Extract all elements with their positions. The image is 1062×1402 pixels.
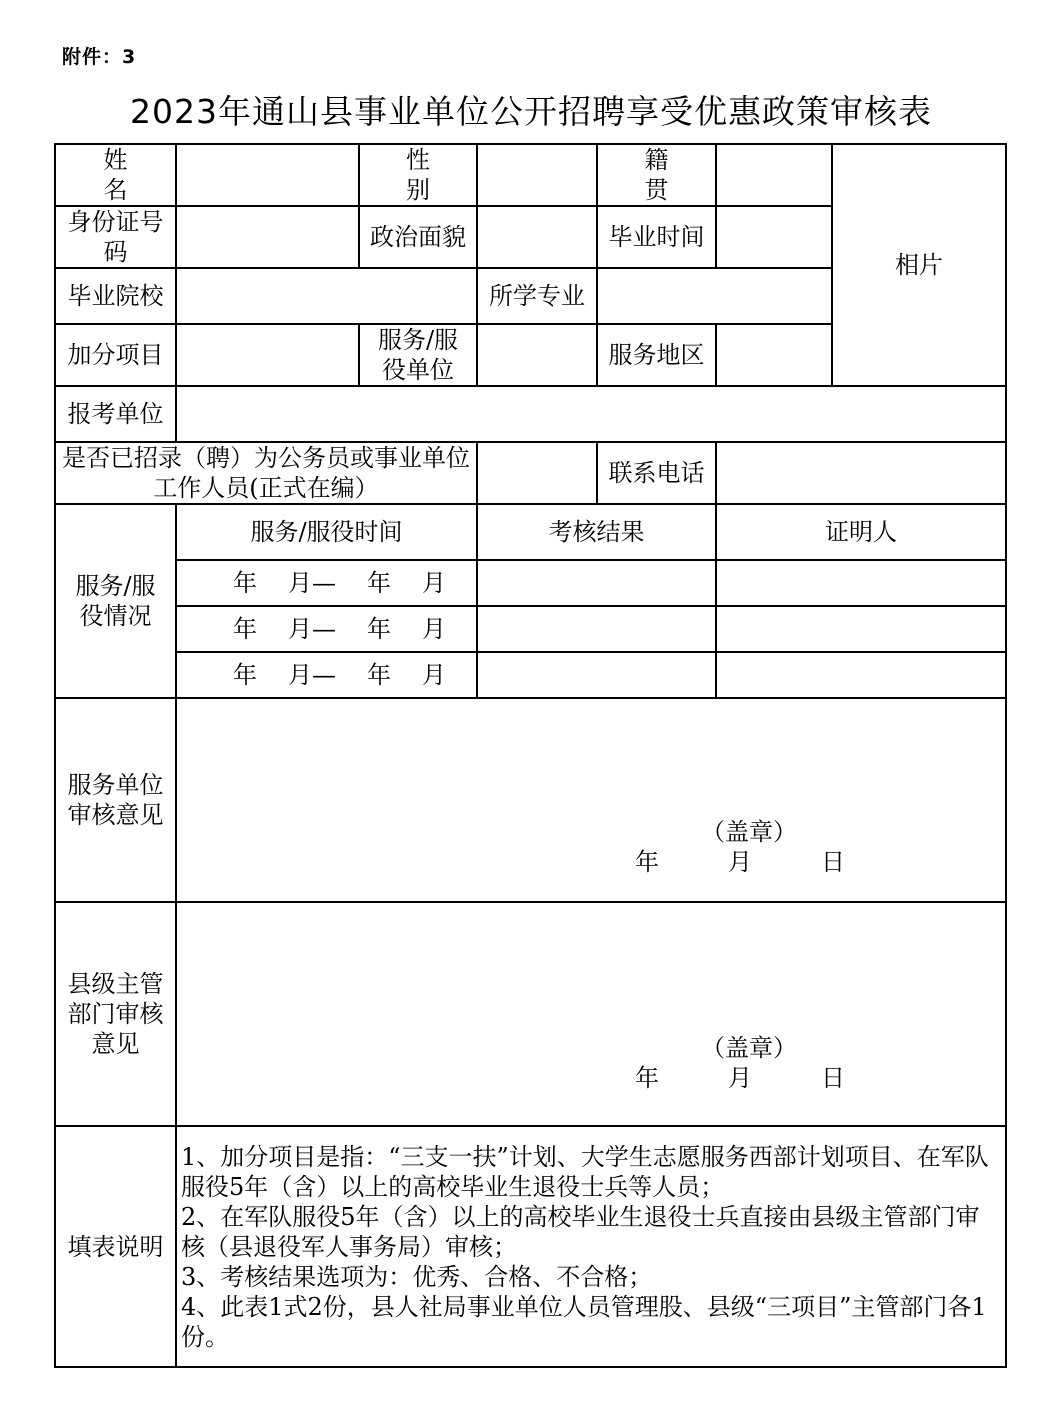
sign-date (635, 847, 845, 877)
county-opinion-field[interactable] (176, 902, 1006, 1126)
gender-label: 性别 (359, 144, 477, 206)
id-number-field[interactable] (176, 206, 359, 268)
bonus-item-field[interactable] (176, 324, 359, 386)
county-opinion-label: 县级主管部门审核意见 (55, 902, 176, 1126)
sign-year: 年 (635, 848, 659, 876)
stamp-label: （盖章） (701, 818, 797, 846)
audit-form-table (54, 143, 1007, 1368)
witness-header: 证明人 (716, 504, 1006, 560)
sign-day: 日 (821, 1064, 845, 1092)
id-number-label: 身份证号码 (55, 206, 176, 268)
note-item-1: 1、加分项目是指：“三支一扶”计划、大学生志愿服务西部计划项目、在军队服役5年（含）以上的高校毕业生退役士兵等人员； (181, 1142, 989, 1201)
service-date-range-1[interactable] (176, 560, 477, 606)
sign-year: 年 (635, 1064, 659, 1092)
employed-question-label: 是否已招录（聘）为公务员或事业单位工作人员(正式在编） (55, 442, 477, 504)
name-label: 姓名 (55, 144, 176, 206)
note-item-3: 3、考核结果选项为：优秀、合格、不合格； (181, 1262, 653, 1291)
photo-cell[interactable]: 相片 (832, 144, 1006, 386)
employed-question-field[interactable] (477, 442, 597, 504)
date-month-end: 月 (422, 569, 446, 597)
major-label: 所学专业 (477, 268, 597, 324)
applied-unit-label: 报考单位 (55, 386, 176, 442)
date-year: 年 (233, 661, 257, 689)
name-field[interactable] (176, 144, 359, 206)
service-section-label: 服务/服役情况 (55, 504, 176, 698)
date-month-end: 月 (422, 615, 446, 643)
date-year-end: 年 (367, 569, 391, 597)
date-month-to: 月— (288, 569, 336, 597)
service-time-header: 服务/服役时间 (176, 504, 477, 560)
form-title: 2023年通山县事业单位公开招聘享受优惠政策审核表 (130, 92, 932, 131)
witness-field-3[interactable] (716, 652, 1006, 698)
service-unit-label: 服务/服役单位 (359, 324, 477, 386)
unit-opinion-field[interactable] (176, 698, 1006, 902)
graduation-time-field[interactable] (716, 206, 832, 268)
service-unit-field[interactable] (477, 324, 597, 386)
applied-unit-field[interactable] (176, 386, 1006, 442)
date-month-to: 月— (288, 661, 336, 689)
graduate-school-label: 毕业院校 (55, 268, 176, 324)
instructions-label: 填表说明 (55, 1126, 176, 1367)
instructions-content (176, 1126, 1006, 1367)
assessment-result-field-3[interactable] (477, 652, 716, 698)
date-year: 年 (233, 569, 257, 597)
phone-field[interactable] (716, 442, 1006, 504)
stamp-label: （盖章） (701, 1034, 797, 1062)
date-month-to: 月— (288, 615, 336, 643)
bonus-item-label: 加分项目 (55, 324, 176, 386)
major-field[interactable] (597, 268, 832, 324)
assessment-result-header: 考核结果 (477, 504, 716, 560)
assessment-result-field-1[interactable] (477, 560, 716, 606)
witness-field-2[interactable] (716, 606, 1006, 652)
graduation-time-label: 毕业时间 (597, 206, 716, 268)
service-area-field[interactable] (716, 324, 832, 386)
political-status-label: 政治面貌 (359, 206, 477, 268)
witness-field-1[interactable] (716, 560, 1006, 606)
attachment-label: 附件：3 (62, 46, 137, 68)
date-year-end: 年 (367, 615, 391, 643)
service-area-label: 服务地区 (597, 324, 716, 386)
native-place-field[interactable] (716, 144, 832, 206)
date-month-end: 月 (422, 661, 446, 689)
service-date-range-3[interactable] (176, 652, 477, 698)
sign-month: 月 (728, 848, 752, 876)
service-date-range-2[interactable] (176, 606, 477, 652)
unit-opinion-label: 服务单位审核意见 (55, 698, 176, 902)
note-item-2: 2、在军队服役5年（含）以上的高校毕业生退役士兵直接由县级主管部门审核（县退役军人事务局）审核； (181, 1202, 980, 1261)
note-item-4: 4、此表1式2份，县人社局事业单位人员管理股、县级“三项目”主管部门各1份。 (181, 1292, 987, 1351)
assessment-result-field-2[interactable] (477, 606, 716, 652)
sign-month: 月 (728, 1064, 752, 1092)
phone-label: 联系电话 (597, 442, 716, 504)
gender-field[interactable] (477, 144, 597, 206)
political-status-field[interactable] (477, 206, 597, 268)
sign-date (635, 1063, 845, 1093)
sign-day: 日 (821, 848, 845, 876)
native-place-label: 籍贯 (597, 144, 716, 206)
date-year-end: 年 (367, 661, 391, 689)
graduate-school-field[interactable] (176, 268, 477, 324)
date-year: 年 (233, 615, 257, 643)
